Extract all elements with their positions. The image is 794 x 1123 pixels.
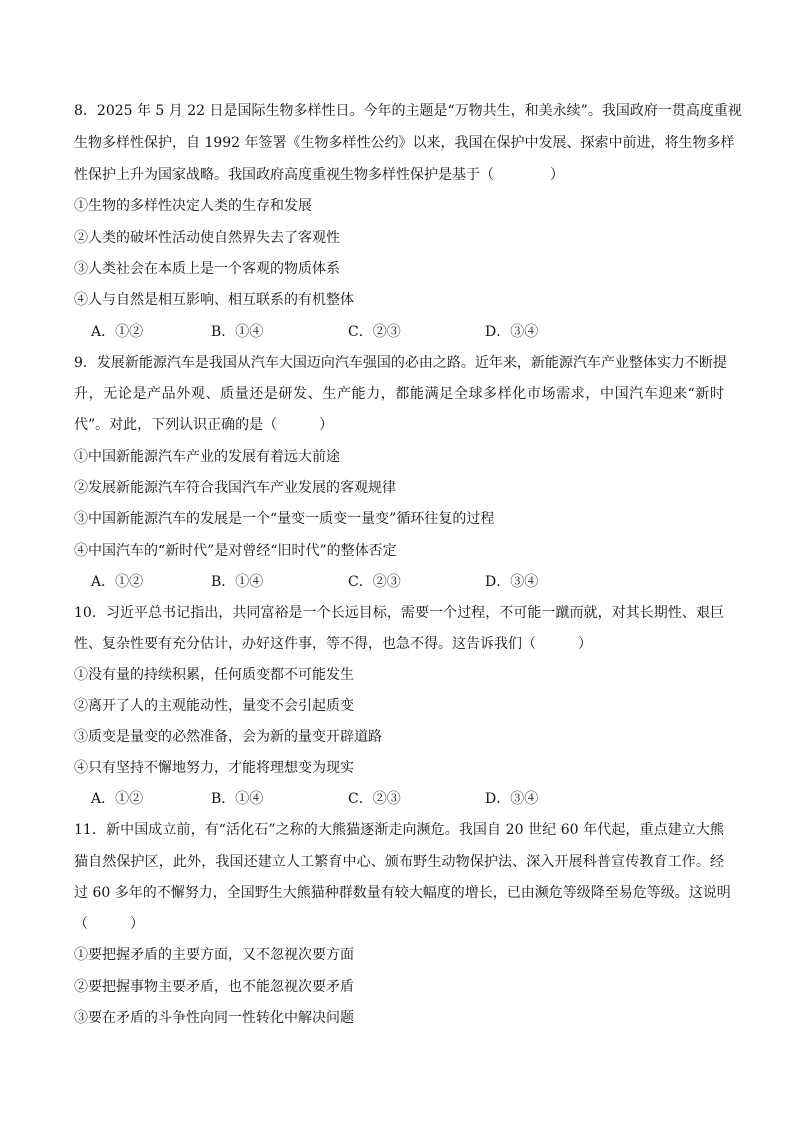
q10-option-d: D．③④: [485, 791, 539, 807]
q10-statement-1: ①没有量的持续积累，任何质变都不可能发生: [74, 667, 354, 683]
q8-stem-line-2: 生物多样性保护，自 1992 年签署《生物多样性公约》以来，我国在保护中发展、探索中前进，将生物多样: [74, 135, 735, 151]
q9-option-b: B．①④: [211, 574, 264, 590]
q10-stem-line-1: 10．习近平总书记指出，共同富裕是一个长远目标，需要一个过程，不可能一蹴而就，对其长期性、艰巨: [74, 605, 724, 621]
q8-stem-line-1: 8．2025 年 5 月 22 日是国际生物多样性日。今年的主题是“万物共生，和美永续”。我国政府一贯高度重视: [74, 103, 742, 119]
q11-statement-1: ①要把握矛盾的主要方面，又不忽视次要方面: [74, 947, 354, 963]
q9-statement-4: ④中国汽车的“新时代”是对曾经“旧时代”的整体否定: [74, 543, 397, 559]
q10-option-a: A．①②: [91, 791, 144, 807]
q11-statement-3: ③要在矛盾的斗争性向同一性转化中解决问题: [74, 1010, 354, 1026]
q9-stem-line-3: 代”。对此，下列认识正确的是（ ）: [74, 417, 334, 433]
q8-option-b: B．①④: [211, 324, 264, 340]
q9-statement-2: ②发展新能源汽车符合我国汽车产业发展的客观规律: [74, 480, 396, 496]
q10-option-b: B．①④: [211, 791, 264, 807]
q11-stem-line-2: 猫自然保护区，此外，我国还建立人工繁育中心、颁布野生动物保护法、深入开展科普宣传教育工作。经: [74, 854, 724, 870]
q9-option-c: C．②③: [348, 574, 401, 590]
q10-statement-2: ②离开了人的主观能动性，量变不会引起质变: [74, 698, 354, 714]
q10-statement-4: ④只有坚持不懈地努力，才能将理想变为现实: [74, 760, 354, 776]
q9-statement-1: ①中国新能源汽车产业的发展有着远大前途: [74, 449, 340, 465]
q10-stem-line-2: 性、复杂性要有充分估计，办好这件事，等不得，也急不得。这告诉我们（ ）: [74, 636, 592, 652]
q11-stem-line-4: （ ）: [74, 916, 144, 932]
q9-option-d: D．③④: [485, 574, 539, 590]
q8-option-a: A．①②: [91, 324, 144, 340]
q8-statement-3: ③人类社会在本质上是一个客观的物质体系: [74, 261, 340, 277]
q8-statement-2: ②人类的破坏性活动使自然界失去了客观性: [74, 230, 340, 246]
q8-option-c: C．②③: [348, 324, 401, 340]
q8-statement-1: ①生物的多样性决定人类的生存和发展: [74, 198, 312, 214]
q11-stem-line-1: 11．新中国成立前，有“活化石”之称的大熊猫逐渐走向濒危。我国自 20 世纪 60 年代起，重点建立大熊: [74, 822, 724, 838]
q11-stem-line-3: 过 60 多年的不懈努力，全国野生大熊猫种群数量有较大幅度的增长，已由濒危等级降至易危等级。这说明: [74, 885, 731, 901]
q8-option-d: D．③④: [485, 324, 539, 340]
q9-statement-3: ③中国新能源汽车的发展是一个“量变一质变一量变”循环往复的过程: [74, 511, 495, 527]
q9-stem-line-2: 升，无论是产品外观、质量还是研发、生产能力，都能满足全球多样化市场需求，中国汽车迎来“新时: [74, 386, 724, 402]
q10-option-c: C．②③: [348, 791, 401, 807]
q11-statement-2: ②要把握事物主要矛盾，也不能忽视次要矛盾: [74, 979, 354, 995]
q10-statement-3: ③质变是量变的必然准备，会为新的量变开辟道路: [74, 729, 382, 745]
q8-stem-line-3: 性保护上升为国家战略。我国政府高度重视生物多样性保护是基于（ ）: [74, 167, 564, 183]
q9-stem-line-1: 9．发展新能源汽车是我国从汽车大国迈向汽车强国的必由之路。近年来，新能源汽车产业整体实力不断提: [74, 355, 727, 371]
q8-statement-4: ④人与自然是相互影响、相互联系的有机整体: [74, 292, 354, 308]
q9-option-a: A．①②: [91, 574, 144, 590]
